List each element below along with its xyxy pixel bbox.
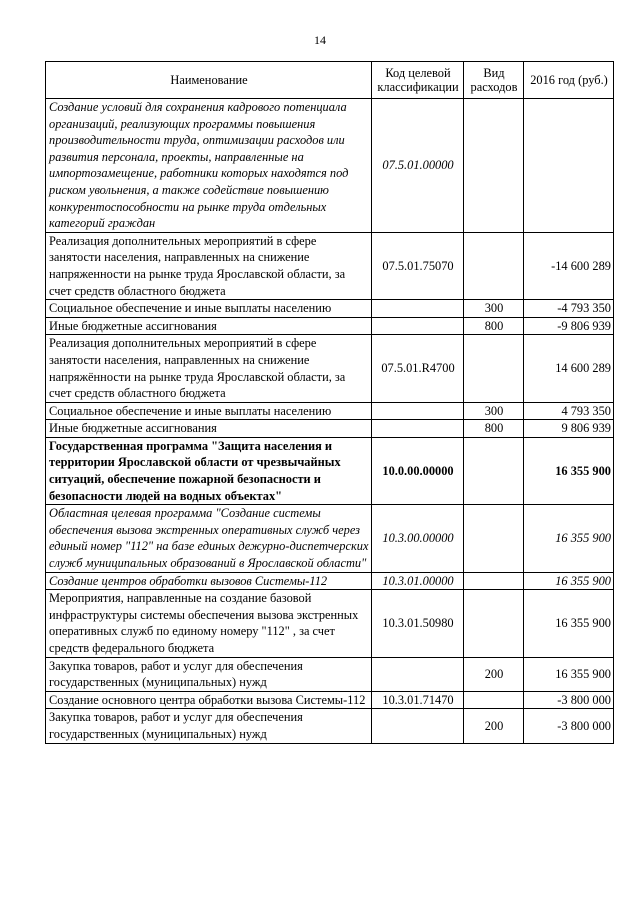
cell-amount: 16 355 900 xyxy=(524,572,614,590)
cell-kind xyxy=(464,335,524,402)
cell-amount: -4 793 350 xyxy=(524,300,614,318)
cell-name: Реализация дополнительных мероприятий в сфере занятости населения, направленных на снижение напряженности на рынке труда Ярославской области, за счет средств областного бюджета xyxy=(46,232,372,299)
cell-code: 10.3.01.50980 xyxy=(372,590,464,657)
cell-code xyxy=(372,300,464,318)
header-amount: 2016 год (руб.) xyxy=(524,62,614,99)
cell-kind xyxy=(464,99,524,233)
page-number: 14 xyxy=(314,33,326,47)
cell-amount: 14 600 289 xyxy=(524,335,614,402)
cell-amount: -14 600 289 xyxy=(524,232,614,299)
cell-amount: -3 800 000 xyxy=(524,709,614,743)
header-kind: Вид расходов xyxy=(464,62,524,99)
cell-code xyxy=(372,420,464,438)
cell-code xyxy=(372,402,464,420)
table-row xyxy=(46,402,614,420)
cell-amount: 16 355 900 xyxy=(524,657,614,691)
cell-kind: 800 xyxy=(464,420,524,438)
cell-name: Иные бюджетные ассигнования xyxy=(46,420,372,438)
table-row xyxy=(46,300,614,318)
cell-name: Создание основного центра обработки вызова Системы-112 xyxy=(46,691,372,709)
cell-kind xyxy=(464,437,524,504)
cell-kind: 300 xyxy=(464,402,524,420)
cell-name: Создание условий для сохранения кадрового потенциала организаций, реализующих программы повышения производительности труда, оптимизации расходов или развития персонала, проекты, направленные на импортозамещение, работники которых находятся под риском увольнения, а также содействие повышению конкурентоспособности на рынке труда отдельных категорий граждан xyxy=(46,99,372,233)
table-row xyxy=(46,709,614,743)
cell-name: Областная целевая программа "Создание системы обеспечения вызова экстренных оперативных служб через единый номер "112" на базе единых дежурно-диспетчерских служб муниципальных образований в Ярославской области" xyxy=(46,505,372,572)
cell-code xyxy=(372,709,464,743)
cell-name: Создание центров обработки вызовов Системы-112 xyxy=(46,572,372,590)
cell-code: 10.0.00.00000 xyxy=(372,437,464,504)
cell-code: 07.5.01.00000 xyxy=(372,99,464,233)
table-row xyxy=(46,691,614,709)
cell-name: Государственная программа "Защита населения и территории Ярославской области от чрезвычайных ситуаций, обеспечение пожарной безопасности и безопасности людей на водных объектах" xyxy=(46,437,372,504)
table-body xyxy=(46,99,614,744)
cell-name: Социальное обеспечение и иные выплаты населению xyxy=(46,402,372,420)
cell-amount: -9 806 939 xyxy=(524,317,614,335)
cell-kind xyxy=(464,691,524,709)
cell-code xyxy=(372,317,464,335)
cell-amount: 9 806 939 xyxy=(524,420,614,438)
cell-name: Социальное обеспечение и иные выплаты населению xyxy=(46,300,372,318)
cell-name: Мероприятия, направленные на создание базовой инфраструктуры системы обеспечения вызова экстренных оперативных служб по единому номеру "112" , за счет средств федерального бюджета xyxy=(46,590,372,657)
cell-code xyxy=(372,657,464,691)
table-row xyxy=(46,335,614,402)
table-row xyxy=(46,437,614,504)
cell-kind: 300 xyxy=(464,300,524,318)
table-row xyxy=(46,572,614,590)
cell-code: 10.3.01.71470 xyxy=(372,691,464,709)
cell-kind: 800 xyxy=(464,317,524,335)
table-header-row xyxy=(46,62,614,99)
cell-amount: 16 355 900 xyxy=(524,590,614,657)
cell-amount: 4 793 350 xyxy=(524,402,614,420)
cell-kind: 200 xyxy=(464,709,524,743)
table-row xyxy=(46,99,614,233)
cell-amount: -3 800 000 xyxy=(524,691,614,709)
cell-kind xyxy=(464,590,524,657)
cell-name: Реализация дополнительных мероприятий в сфере занятости населения, направленных на снижение напряжённости на рынке труда Ярославской области, за счет средств областного бюджета xyxy=(46,335,372,402)
cell-amount: 16 355 900 xyxy=(524,505,614,572)
table-row xyxy=(46,590,614,657)
cell-kind: 200 xyxy=(464,657,524,691)
cell-amount: 16 355 900 xyxy=(524,437,614,504)
cell-code: 10.3.00.00000 xyxy=(372,505,464,572)
budget-table xyxy=(45,61,614,744)
header-code: Код целевой классификации xyxy=(372,62,464,99)
table-row xyxy=(46,317,614,335)
table-row xyxy=(46,420,614,438)
table-row xyxy=(46,505,614,572)
cell-code: 07.5.01.R4700 xyxy=(372,335,464,402)
table-row xyxy=(46,232,614,299)
cell-code: 07.5.01.75070 xyxy=(372,232,464,299)
cell-kind xyxy=(464,505,524,572)
cell-name: Закупка товаров, работ и услуг для обеспечения государственных (муниципальных) нужд xyxy=(46,709,372,743)
cell-name: Закупка товаров, работ и услуг для обеспечения государственных (муниципальных) нужд xyxy=(46,657,372,691)
table-row xyxy=(46,657,614,691)
cell-code: 10.3.01.00000 xyxy=(372,572,464,590)
cell-amount xyxy=(524,99,614,233)
cell-name: Иные бюджетные ассигнования xyxy=(46,317,372,335)
cell-kind xyxy=(464,232,524,299)
cell-kind xyxy=(464,572,524,590)
header-name: Наименование xyxy=(46,62,372,99)
